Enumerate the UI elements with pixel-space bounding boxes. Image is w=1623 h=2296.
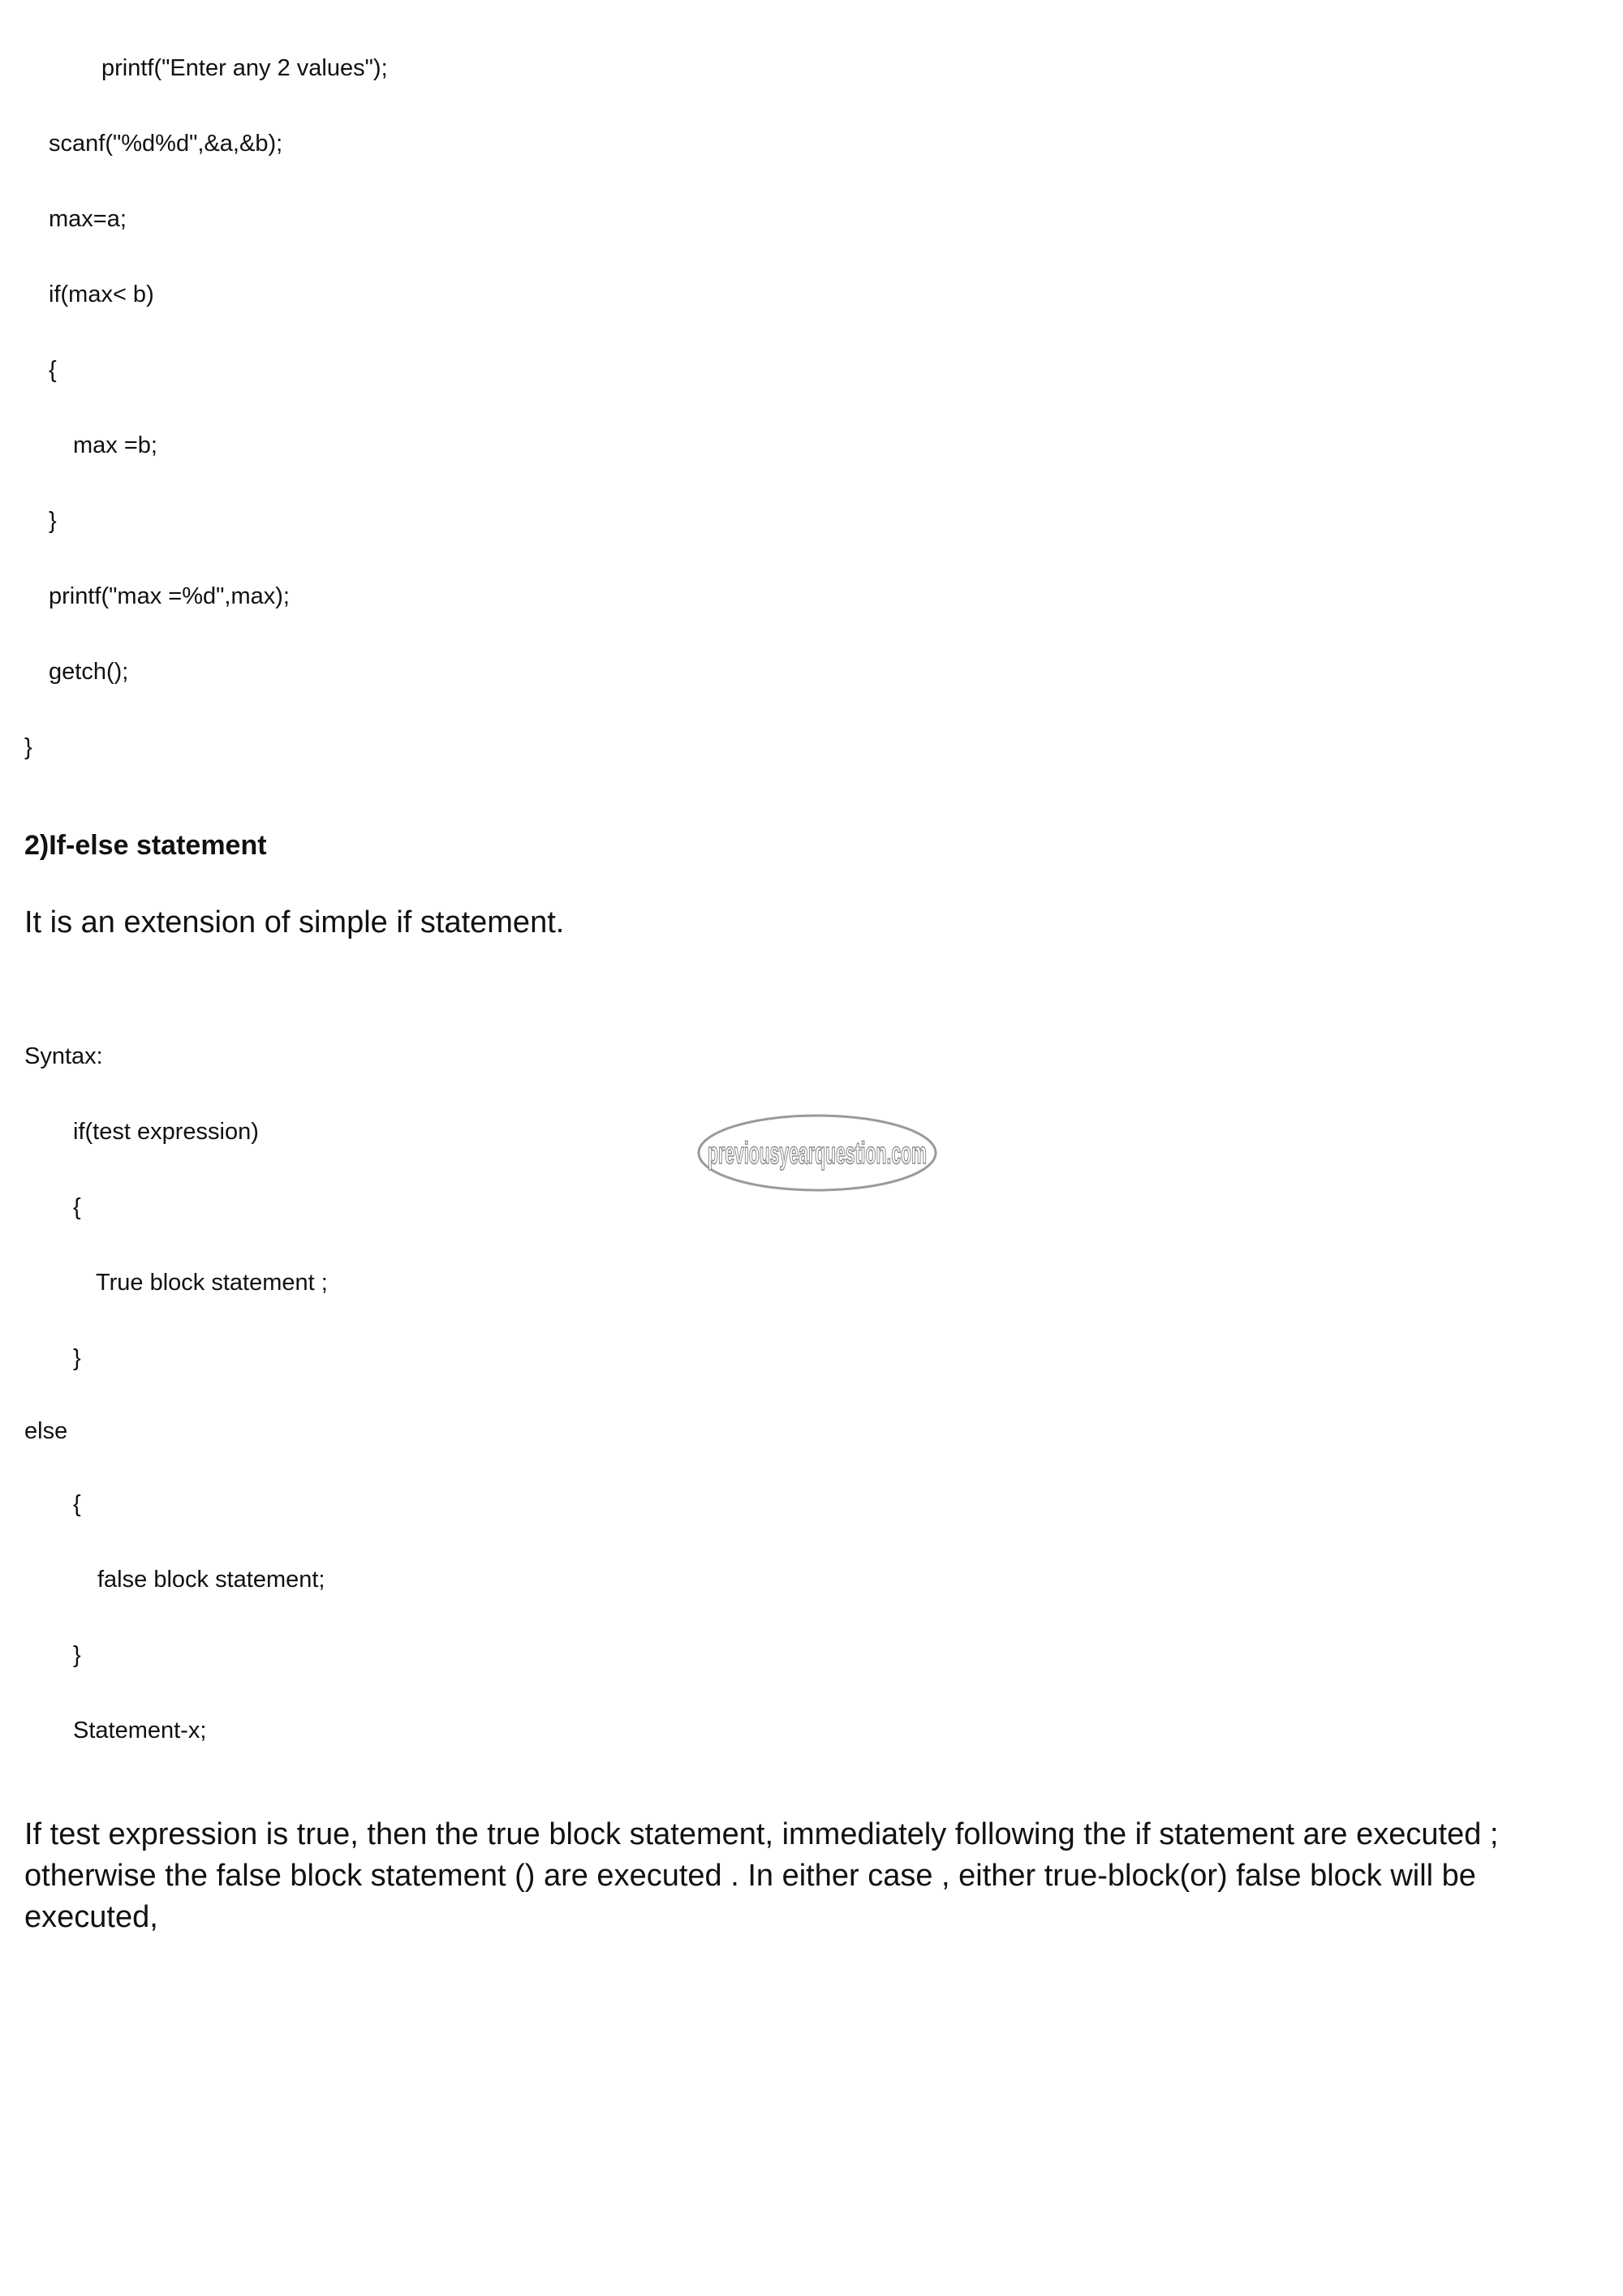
- code-line-printf-enter: printf("Enter any 2 values");: [101, 55, 388, 81]
- syntax-label: Syntax:: [24, 1043, 103, 1069]
- code-line-printf-max: printf("max =%d",max);: [49, 583, 290, 609]
- syntax-open-brace-1: {: [73, 1194, 81, 1220]
- syntax-close-brace-1: }: [73, 1345, 81, 1371]
- syntax-if-line: if(test expression): [73, 1119, 259, 1145]
- code-line-open-brace: {: [49, 357, 57, 383]
- code-line-max-assign: max=a;: [49, 206, 127, 232]
- syntax-close-brace-2: }: [73, 1642, 81, 1668]
- code-line-close-brace: }: [49, 508, 57, 534]
- syntax-else: else: [24, 1418, 68, 1444]
- syntax-open-brace-2: {: [73, 1491, 81, 1517]
- code-line-getch: getch();: [49, 659, 129, 685]
- syntax-false-statement: false block statement;: [97, 1567, 325, 1593]
- syntax-true-statement: True block statement ;: [96, 1270, 328, 1296]
- section-heading: 2)If-else statement: [24, 830, 267, 861]
- code-line-if: if(max< b): [49, 282, 154, 307]
- section-intro: It is an extension of simple if statement.: [24, 905, 565, 939]
- code-line-outer-close: }: [24, 734, 32, 760]
- watermark-logo: [696, 1113, 938, 1193]
- syntax-statement-x: Statement-x;: [73, 1718, 207, 1743]
- watermark-text: previousyearquestion.com: [708, 1137, 927, 1171]
- explanation-paragraph: If test expression is true, then the true block statement, immediately following the if statement are executed ; otherwise the false block statement () are executed . In either case , either true-block(or) false block will be executed,: [24, 1817, 1499, 1934]
- code-line-max-b: max =b;: [73, 432, 157, 458]
- code-line-scanf: scanf("%d%d",&a,&b);: [49, 131, 283, 157]
